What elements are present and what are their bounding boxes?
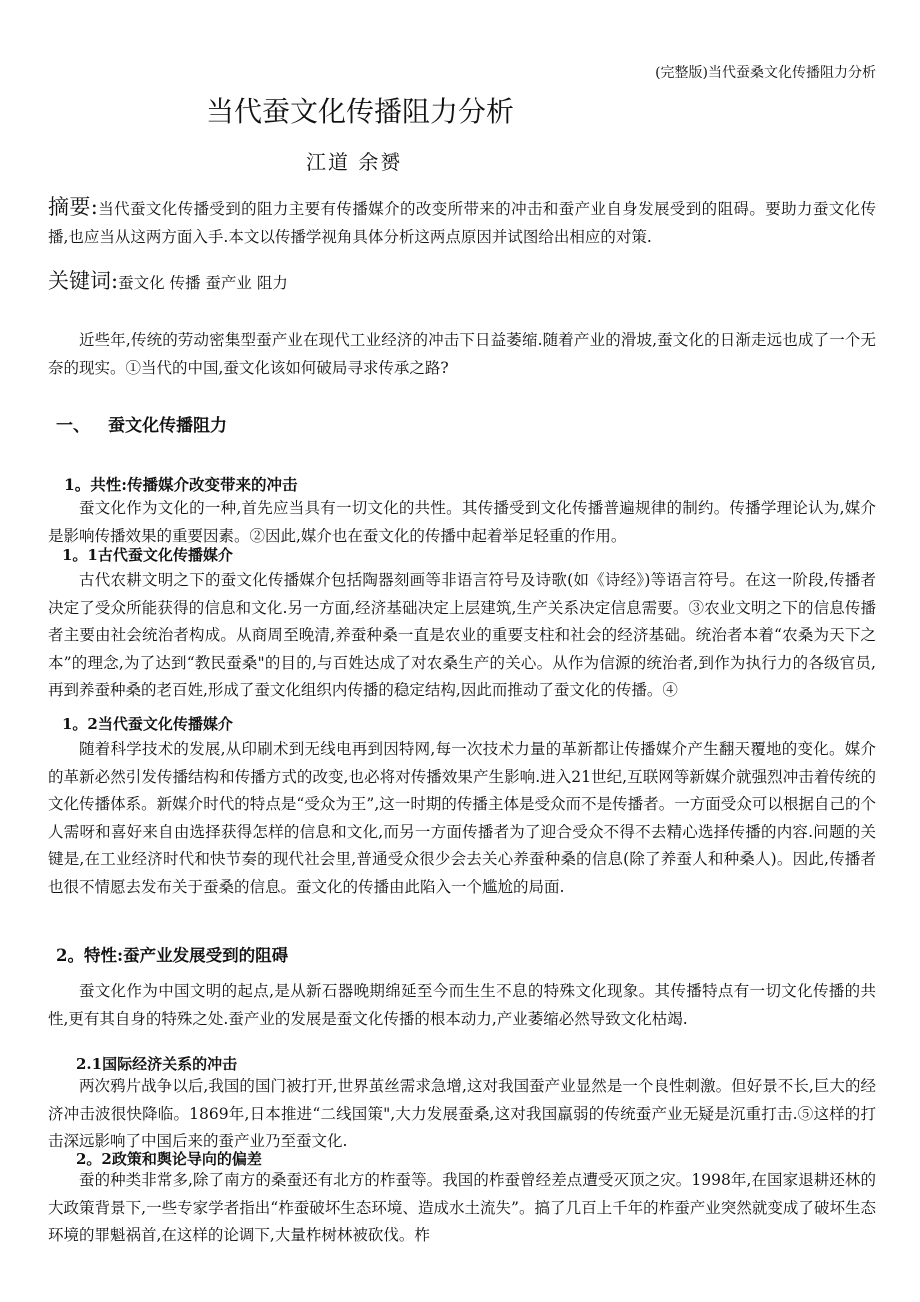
subsection-1-2-2-text: 蚕的种类非常多,除了南方的桑蚕还有北方的柞蚕等。我国的柞蚕曾经差点遭受灭顶之灾。1998年,在国家退耕还林的大政策背景下,一些专家学者指出“柞蚕破坏生态环境、造成水土流失”。搞了几百上千年的柞蚕产业突然就变成了破坏生态环境的罪魁祸首,在这样的论调下,大量柞树林被砍伐。柞 [48, 1171, 876, 1244]
authors: 江道 余赟 [306, 150, 403, 174]
subsection-heading-1-1: 1。共性:传播媒介改变带来的冲击 [64, 475, 298, 494]
intro-paragraph: 近些年,传统的劳动密集型蚕产业在现代工业经济的冲击下日益萎缩.随着产业的滑坡,蚕文化的日渐走远也成了一个无奈的现实。①当代的中国,蚕文化该如何破局寻求传承之路? [48, 331, 876, 377]
subsection-heading-1-1-2: 1。2当代蚕文化传播媒介 [62, 715, 233, 733]
subsection-1-1-1-text: 古代农耕文明之下的蚕文化传播媒介包括陶器刻画等非语言符号及诗歌(如《诗经》)等语言符号。在这一阶段,传播者决定了受众所能获得的信息和文化.另一方面,经济基础决定上层建筑,生产关系决定信息需要。③农业文明之下的信息传播者主要由社会统治者构成。从商周至晚清,养蚕种桑一直是农业的重要支柱和社会的经济基础。统治者本着“农桑为天下之本”的理念,为了达到“教民蚕桑"的目的,与百姓达成了对农桑生产的关心。从作为信源的统治者,到作为执行力的各级官员,再到养蚕种桑的老百姓,形成了蚕文化组织内传播的稳定结构,因此而推动了蚕文化的传播。④ [48, 571, 876, 699]
keywords-label: 关键词: [48, 269, 119, 293]
subsection-heading-1-2: 2。特性:蚕产业发展受到的阻碍 [56, 946, 289, 965]
subsection-heading-1-1-1: 1。1古代蚕文化传播媒介 [62, 546, 233, 564]
abstract-label: 摘要: [48, 195, 98, 219]
abstract-text: 当代蚕文化传播受到的阻力主要有传播媒介的改变所带来的冲击和蚕产业自身发展受到的阻碍。要助力蚕文化传播,也应当从这两方面入手.本文以传播学视角具体分析这两点原因并试图给出相应的对策. [48, 200, 876, 246]
running-header: (完整版)当代蚕桑文化传播阻力分析 [655, 65, 876, 81]
section-title: 蚕文化传播阻力 [108, 416, 227, 436]
subsection-1-2-text: 蚕文化作为中国文明的起点,是从新石器晚期绵延至今而生生不息的特殊文化现象。其传播特点有一切文化传播的共性,更有其自身的特殊之处.蚕产业的发展是蚕文化传播的根本动力,产业萎缩必然导致文化枯竭. [48, 982, 876, 1028]
subsection-1-2-1-text: 两次鸦片战争以后,我国的国门被打开,世界茧丝需求急增,这对我国蚕产业显然是一个良性刺激。但好景不长,巨大的经济冲击波很快降临。1869年,日本推进“二线国策",大力发展蚕桑,这对我国羸弱的传统蚕产业无疑是沉重打击.⑤这样的打击深远影响了中国后来的蚕产业乃至蚕文化. [48, 1077, 876, 1150]
abstract [48, 194, 876, 251]
section-number: 一、 [56, 416, 90, 436]
subsection-1-1-2-text: 随着科学技术的发展,从印刷术到无线电再到因特网,每一次技术力量的革新都让传播媒介产生翻天覆地的变化。媒介的革新必然引发传播结构和传播方式的改变,也必将对传播效果产生影响.进入21世纪,互联网等新媒介就强烈冲击着传统的文化传播体系。新媒介时代的特点是“受众为王”,这一时期的传播主体是受众而不是传播者。一方面受众可以根据自己的个人需呀和喜好来自由选择获得怎样的信息和文化,而另一方面传播者为了迎合受众不得不去精心选择传播的内容.问题的关键是,在工业经济时代和快节奏的现代社会里,普通受众很少会去关心养蚕种桑的信息(除了养蚕人和种桑人)。因此,传播者也很不情愿去发布关于蚕桑的信息。蚕文化的传播由此陷入一个尴尬的局面. [48, 740, 876, 896]
subsection-1-1-text: 蚕文化作为文化的一种,首先应当具有一切文化的共性。其传播受到文化传播普遍规律的制约。传播学理论认为,媒介是影响传播效果的重要因素。②因此,媒介也在蚕文化的传播中起着举足轻重的作用。 [48, 499, 876, 545]
subsection-heading-1-2-2: 2。2政策和舆论导向的偏差 [76, 1150, 262, 1168]
section-heading-1 [56, 411, 227, 436]
document-title: 当代蚕文化传播阻力分析 [206, 95, 515, 128]
keywords-text: 蚕文化 传播 蚕产业 阻力 [118, 274, 288, 292]
keywords [48, 268, 876, 298]
subsection-heading-1-2-1: 2.1国际经济关系的冲击 [76, 1055, 238, 1073]
